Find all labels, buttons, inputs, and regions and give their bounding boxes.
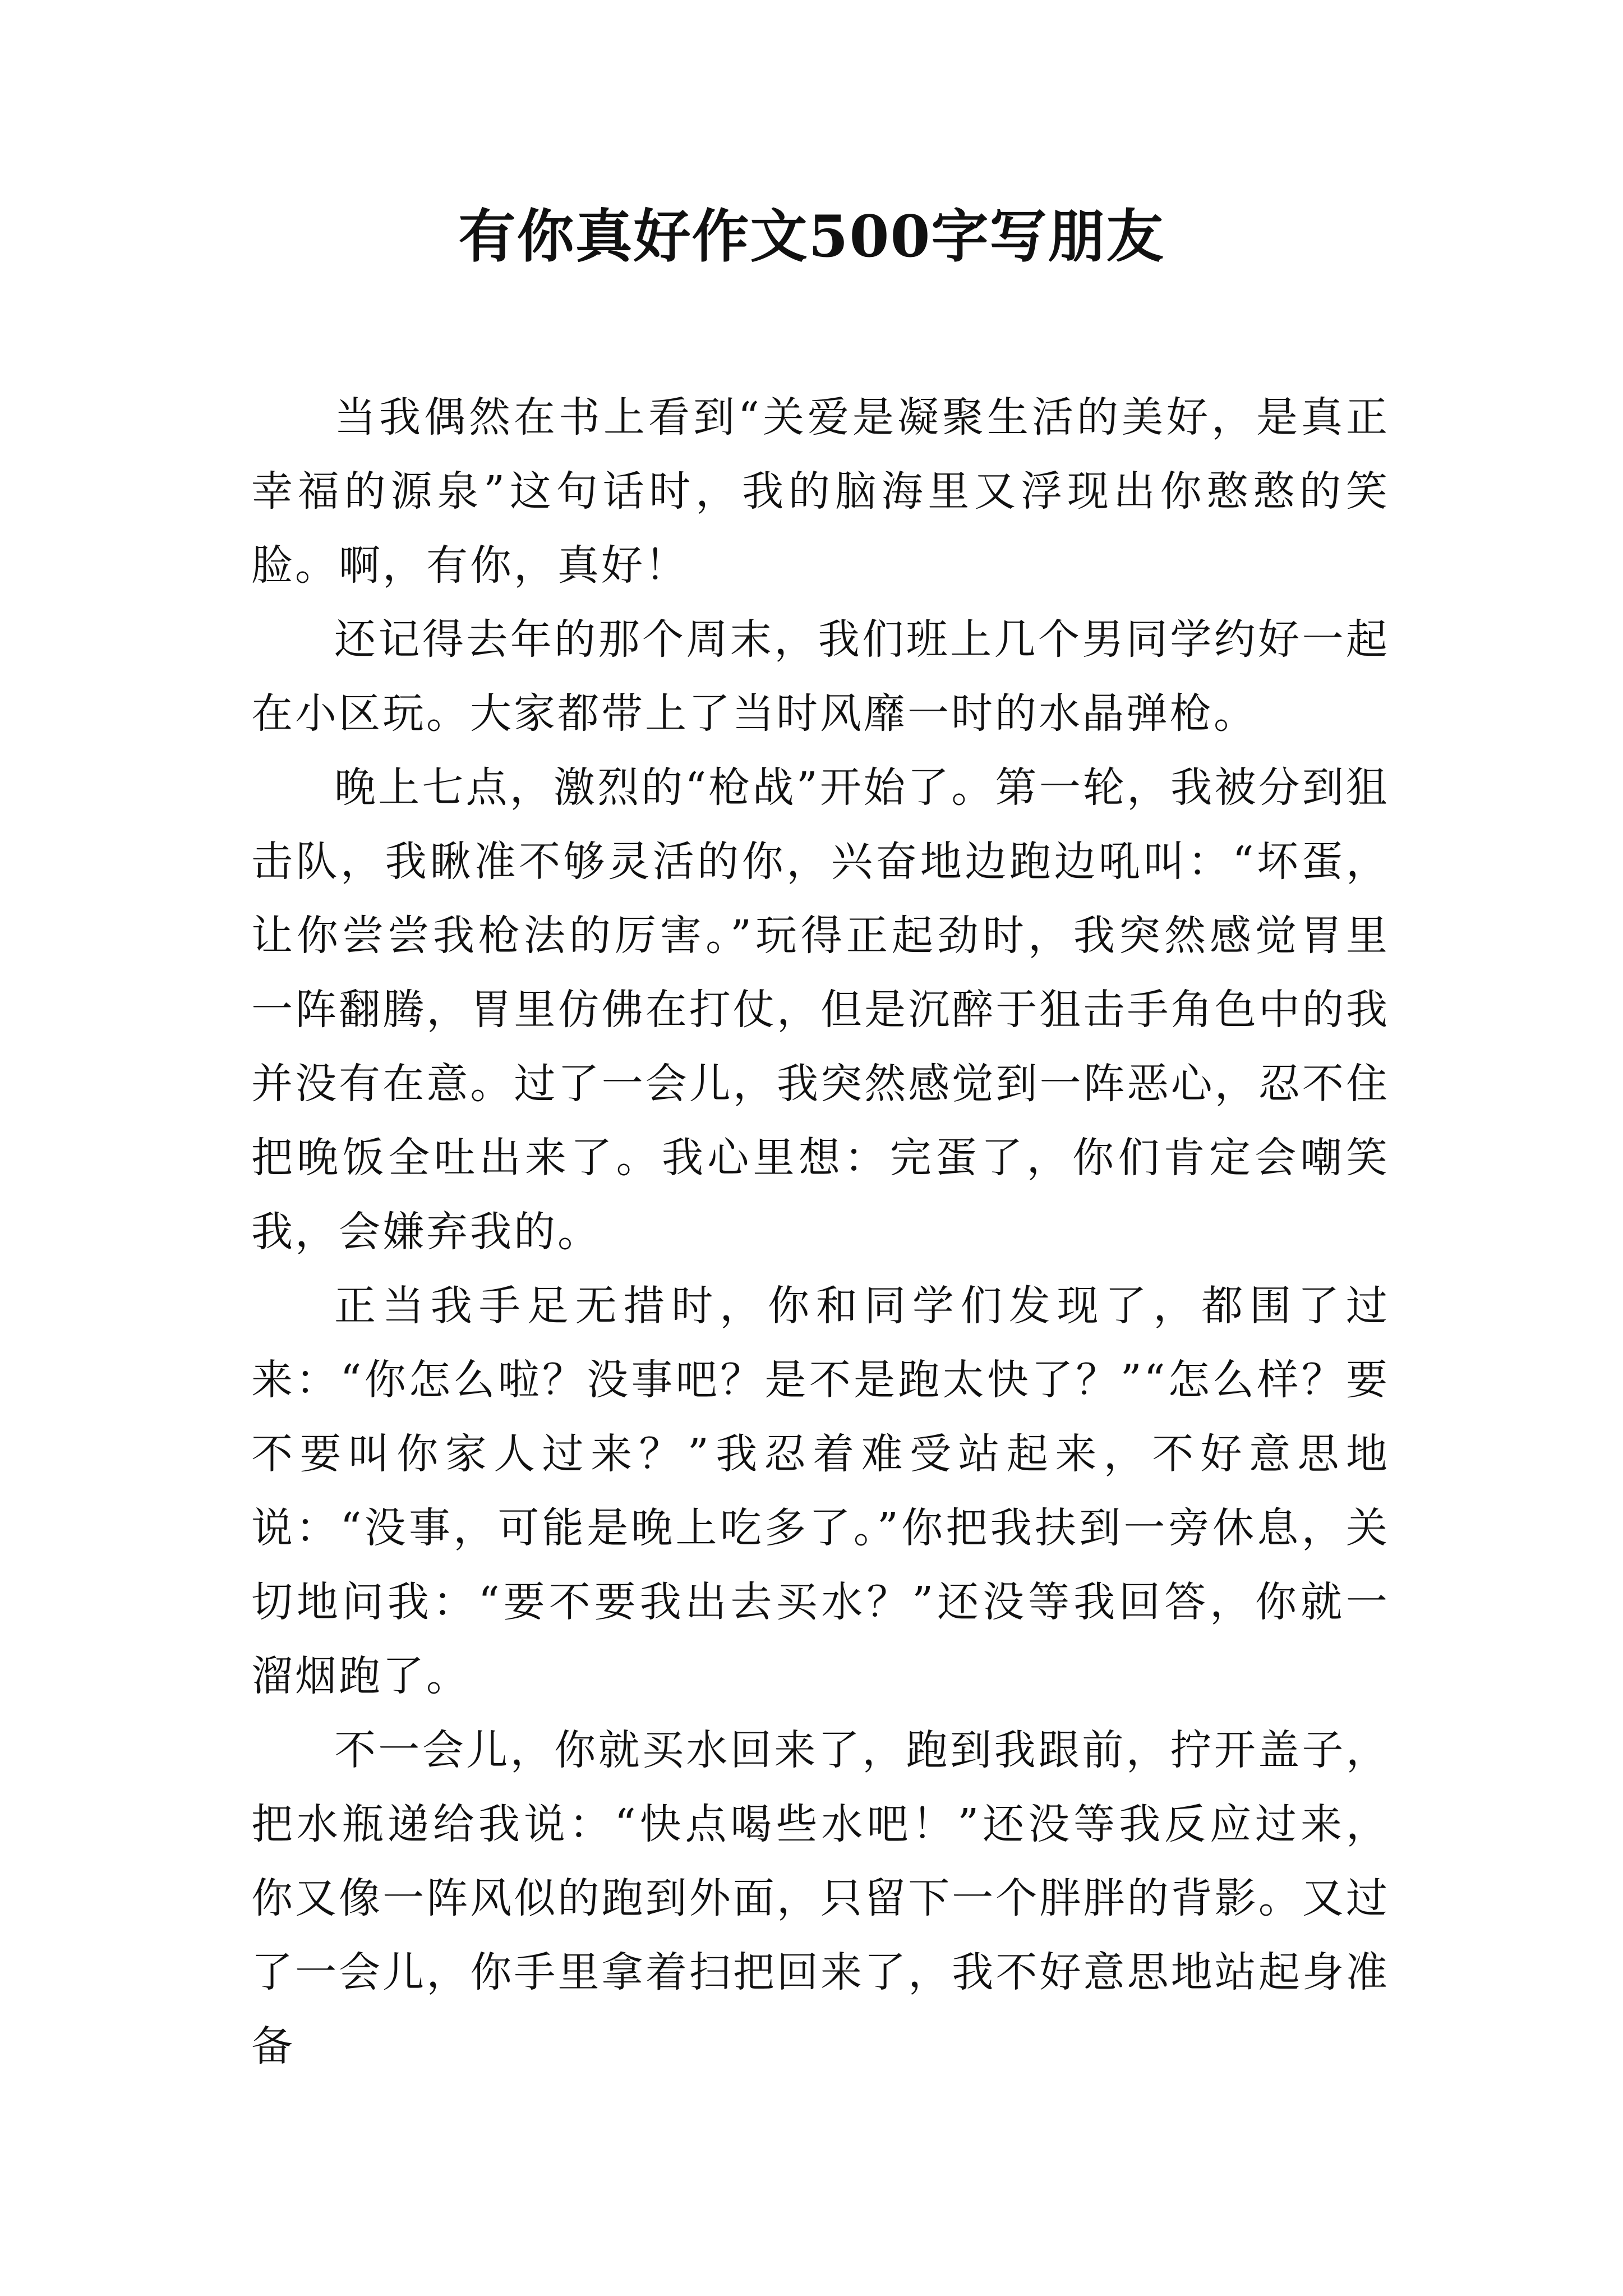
paragraph-5: 不一会儿，你就买水回来了，跑到我跟前，拧开盖子，把水瓶递给我说：“快点喝些水吧！”还没等我反应过来，你又像一阵风似的跑到外面，只留下一个胖胖的背影。又过了一会儿，你手里拿着扫把回来了，我不好意思地站起身准备: [251, 1726, 1390, 2070]
essay-body: [251, 380, 1390, 2083]
page-title: 有你真好作文500字写朋友: [458, 203, 1165, 270]
paragraph-3: 晚上七点，激烈的“枪战”开始了。第一轮，我被分到狙击队，我瞅准不够灵活的你，兴奋地边跑边吼叫：“坏蛋，让你尝尝我枪法的厉害。”玩得正起劲时，我突然感觉胃里一阵翻腾，胃里仿佛在打仗，但是沉醉于狙击手角色中的我并没有在意。过了一会儿，我突然感觉到一阵恶心，忍不住把晚饭全吐出来了。我心里想：完蛋了，你们肯定会嘲笑我，会嫌弃我的。: [251, 763, 1390, 1256]
paragraph-4: 正当我手足无措时，你和同学们发现了，都围了过来：“你怎么啦？没事吧？是不是跑太快了？”“怎么样？要不要叫你家人过来？”我忍着难受站起来，不好意思地说：“没事，可能是晚上吃多了。”你把我扶到一旁休息，关切地问我：“要不要我出去买水？”还没等我回答，你就一溜烟跑了。: [251, 1282, 1390, 1700]
paragraph-2: 还记得去年的那个周末，我们班上几个男同学约好一起在小区玩。大家都带上了当时风靡一时的水晶弹枪。: [251, 615, 1390, 738]
paragraph-1: 当我偶然在书上看到“关爱是凝聚生活的美好，是真正幸福的源泉”这句话时，我的脑海里又浮现出你憨憨的笑脸。啊，有你，真好！: [251, 393, 1390, 590]
